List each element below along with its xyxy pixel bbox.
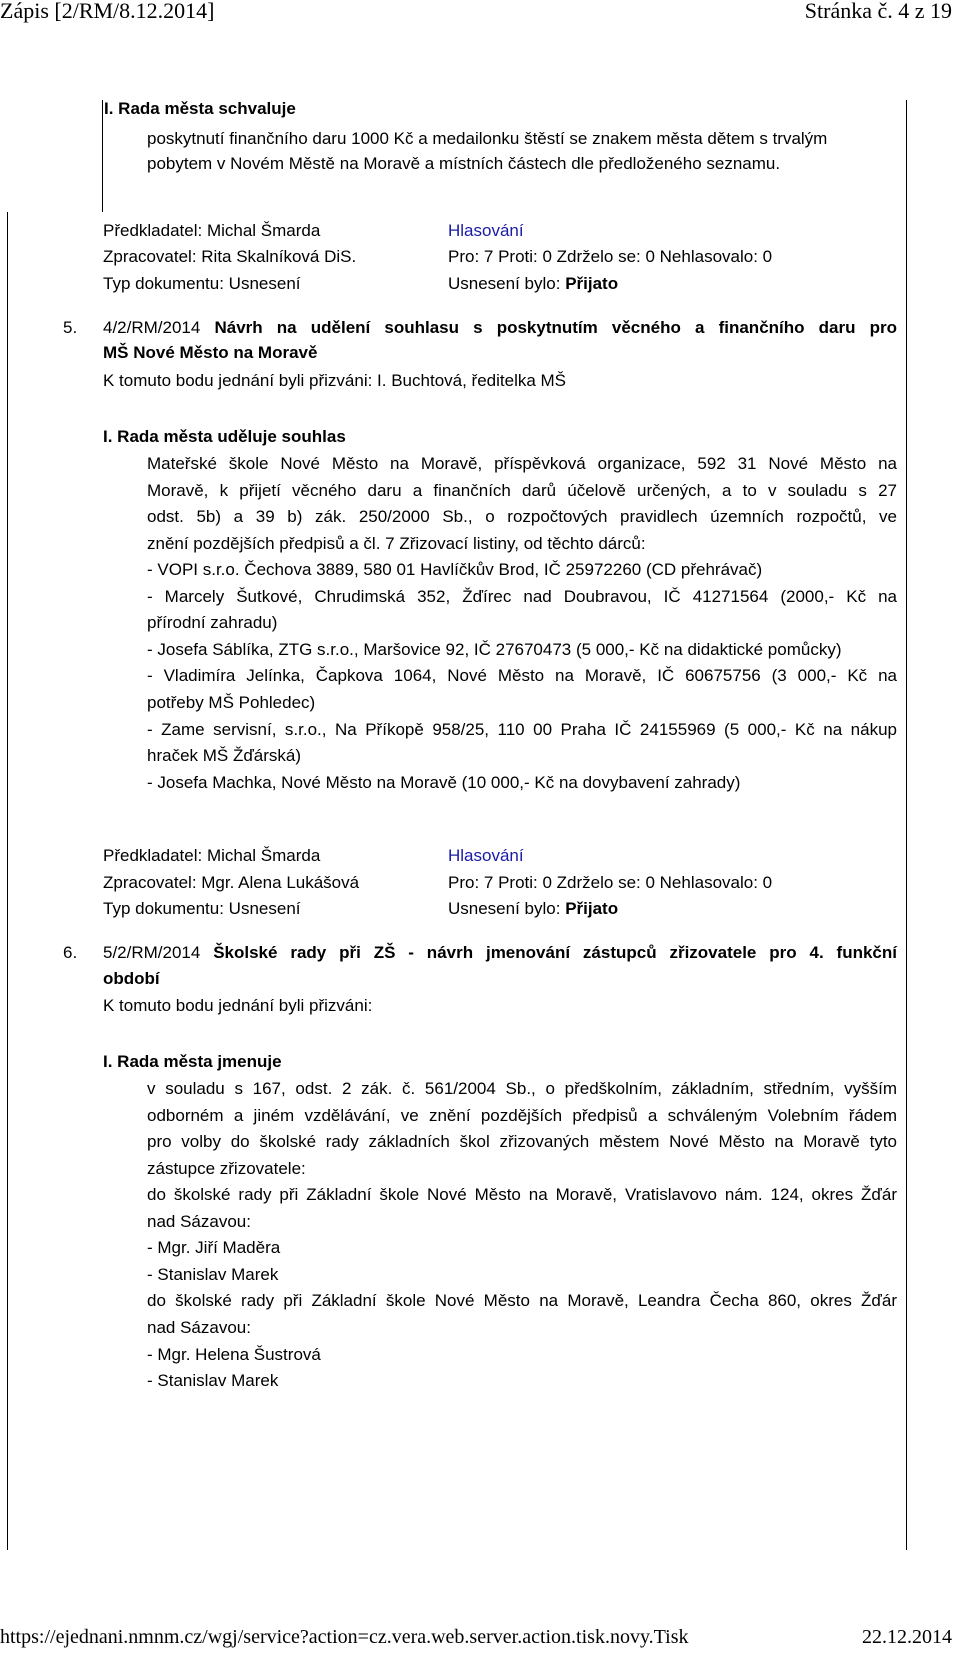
appointee-line: - Stanislav Marek (147, 1265, 279, 1284)
processor: Zpracovatel: Mgr. Alena Lukášová (103, 873, 360, 892)
appointee-line: - Mgr. Jiří Maděra (147, 1238, 281, 1257)
donor-line: - Vladimíra Jelínka, Čapkova 1064, Nové Město na Moravě, IČ 60675756 (3 000,- Kč na (147, 666, 897, 685)
page-header-title: Zápis [2/RM/8.12.2014] (0, 0, 215, 23)
resolution-status: Usnesení bylo: Přijato (448, 274, 619, 293)
donor-line: - VOPI s.r.o. Čechova 3889, 580 01 Havlíčkův Brod, IČ 25972260 (CD přehrávač) (147, 560, 763, 579)
table-border-left-top (102, 100, 103, 212)
appointee-line: - Stanislav Marek (147, 1371, 279, 1390)
resolution-text-line: do školské rady při Základní škole Nové Město na Moravě, Vratislavovo nám. 124, okres Žďár (147, 1185, 897, 1204)
resolution-heading: I. Rada města schvaluje (104, 99, 296, 118)
resolution-text-line: pro volby do školské rady základních škol zřizovaných městem Nové Město na Moravě tyto (147, 1132, 897, 1151)
resolution-status: Usnesení bylo: Přijato (448, 899, 619, 918)
table-border-left-bottom (7, 212, 8, 1550)
voting-link[interactable]: Hlasování (448, 221, 524, 240)
resolution-text-line: Mateřské škole Nové Město na Moravě, příspěvková organizace, 592 31 Nové Město na (147, 454, 897, 473)
donor-line: - Josefa Sáblíka, ZTG s.r.o., Maršovice 92, IČ 27670473 (5 000,- Kč na didaktické pomůcky) (147, 640, 842, 659)
item-number: 6. (63, 943, 78, 962)
vote-result: Pro: 7 Proti: 0 Zdrželo se: 0 Nehlasovalo: 0 (448, 873, 773, 892)
resolution-text-line: znění pozdějších předpisů a čl. 7 Zřizovací listiny, od těchto dárců: (147, 534, 646, 553)
resolution-text-line: odborném a jiném vzdělávání, ve znění pozdějších předpisů a schváleným Volebním řádem (147, 1106, 897, 1125)
document-type: Typ dokumentu: Usnesení (103, 274, 301, 293)
invited-guests: K tomuto bodu jednání byli přizváni: (103, 996, 373, 1015)
donor-line: - Marcely Šutkové, Chrudimská 352, Žďírec nad Doubravou, IČ 41271564 (2000,- Kč na (147, 587, 897, 606)
vote-result: Pro: 7 Proti: 0 Zdrželo se: 0 Nehlasovalo: 0 (448, 247, 773, 266)
item-title-continued: MŠ Nové Město na Moravě (103, 343, 318, 362)
processor: Zpracovatel: Rita Skalníková DiS. (103, 247, 357, 266)
resolution-text-line: v souladu s 167, odst. 2 zák. č. 561/2004 Sb., o předškolním, základním, středním, vyšším (147, 1079, 897, 1098)
footer-date: 22.12.2014 (862, 1626, 952, 1648)
resolution-text-line: poskytnutí finančního daru 1000 Kč a medailonku štěstí se znakem města dětem s trvalým (147, 129, 828, 148)
page-header-pagination: Stránka č. 4 z 19 (804, 0, 952, 23)
document-type: Typ dokumentu: Usnesení (103, 899, 301, 918)
item-title: 4/2/RM/2014 Návrh na udělení souhlasu s poskytnutím věcného a finančního daru pro (103, 318, 897, 337)
item-number: 5. (63, 318, 78, 337)
resolution-text-line: pobytem v Novém Městě na Moravě a místních částech dle předloženého seznamu. (147, 154, 781, 173)
donor-line: - Josefa Machka, Nové Město na Moravě (10 000,- Kč na dovybavení zahrady) (147, 773, 741, 792)
item-title-continued: období (103, 969, 160, 988)
donor-line: potřeby MŠ Pohledec) (147, 693, 316, 712)
submitter: Předkladatel: Michal Šmarda (103, 846, 321, 865)
voting-link[interactable]: Hlasování (448, 846, 524, 865)
appointee-line: - Mgr. Helena Šustrová (147, 1345, 321, 1364)
footer-url: https://ejednani.nmnm.cz/wgj/service?action=cz.vera.web.server.action.tisk.novy.Tisk (0, 1626, 689, 1648)
resolution-heading: I. Rada města jmenuje (103, 1052, 282, 1071)
resolution-text-line: nad Sázavou: (147, 1212, 251, 1231)
resolution-text-line: Moravě, k přijetí věcného daru a finančních darů účelově určených, a to v souladu s 27 (147, 481, 897, 500)
item-title: 5/2/RM/2014 Školské rady při ZŠ - návrh jmenování zástupců zřizovatele pro 4. funkční (103, 943, 897, 962)
resolution-text-line: do školské rady při Základní škole Nové Město na Moravě, Leandra Čecha 860, okres Žďár (147, 1291, 897, 1310)
resolution-text-line: nad Sázavou: (147, 1318, 251, 1337)
table-border-right (906, 100, 907, 1550)
submitter: Předkladatel: Michal Šmarda (103, 221, 321, 240)
resolution-heading: I. Rada města uděluje souhlas (103, 427, 346, 446)
donor-line: hraček MŠ Žďárská) (147, 746, 302, 765)
invited-guests: K tomuto bodu jednání byli přizváni: I. Buchtová, ředitelka MŠ (103, 371, 567, 390)
resolution-text-line: odst. 5b) a 39 b) zák. 250/2000 Sb., o rozpočtových pravidlech územních rozpočtů, ve (147, 507, 897, 526)
donor-line: přírodní zahradu) (147, 613, 278, 632)
donor-line: - Zame servisní, s.r.o., Na Příkopě 958/25, 110 00 Praha IČ 24155969 (5 000,- Kč na nákup (147, 720, 897, 739)
resolution-text-line: zástupce zřizovatele: (147, 1159, 306, 1178)
